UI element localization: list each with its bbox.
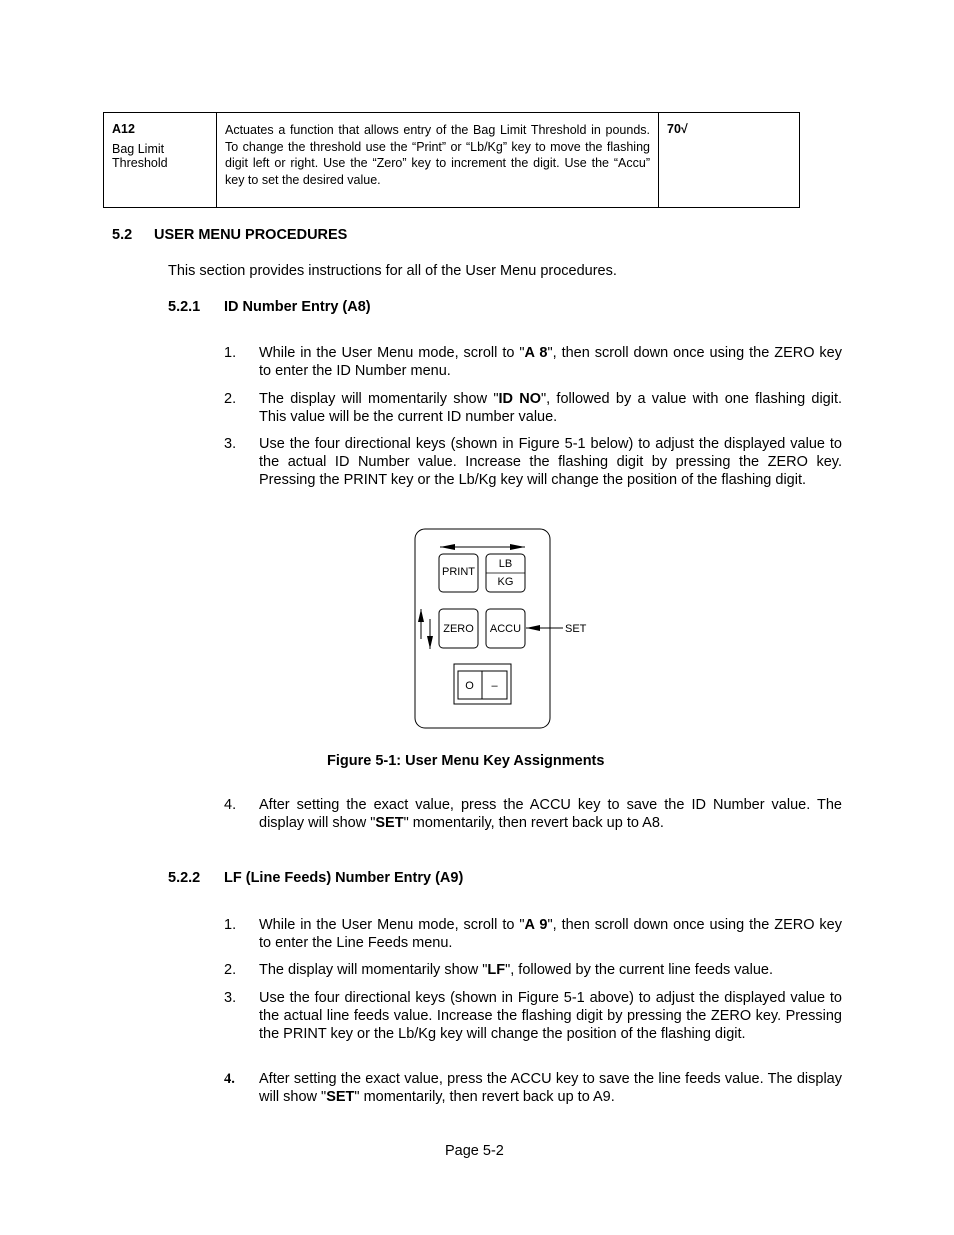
section-number: 5.2 [112,227,133,243]
subsection-number: 5.2.2 [168,870,201,886]
parameter-default-cell [659,113,800,208]
section-intro: This section provides instructions for all of the User Menu procedures. [168,263,617,279]
subsection-title: ID Number Entry (A8) [224,299,371,315]
power-off-icon: – [491,680,498,692]
section-title: USER MENU PROCEDURES [154,227,348,243]
list-item-text: While in the User Menu mode, scroll to "A 8", then scroll down once using the ZERO key to enter the ID Number menu. [259,345,842,379]
list-item-text: While in the User Menu mode, scroll to "A 9", then scroll down once using the ZERO key to enter the Line Feeds menu. [259,917,842,951]
parameter-table [103,112,800,208]
list-item-text: Use the four directional keys (shown in Figure 5-1 above) to adjust the displayed value to the actual line feeds value. Increase the flashing digit by pressing the ZERO key. Pressing the PRINT key or the Lb/Kg key will change the position of the flashing digit. [259,990,842,1042]
list-item-number: 2. [224,962,237,978]
accu-key-label: ACCU [489,623,522,635]
parameter-description: Actuates a function that allows entry of the Bag Limit Threshold in pounds. To change the threshold use the “Print” or “Lb/Kg” key to move the flashing digit left or right. Use the “Zero” key to increment the digit. Use the “Accu” key to set the desired value. [217,113,659,208]
parameter-name: Bag Limit Threshold [112,142,168,170]
list-item-text: Use the four directional keys (shown in Figure 5-1 below) to adjust the displayed value to the actual ID Number value. Increase the flashing digit by pressing the ZERO key. Pressing the PRINT key or the Lb/Kg key will change the position of the flashing digit. [259,436,842,488]
list-item-number: 2. [224,391,237,407]
list-item-text: After setting the exact value, press the ACCU key to save the ID Number value. The display will show "SET" momentarily, then revert back up to A8. [259,797,842,831]
table-row [104,113,800,208]
power-on-icon: O [465,680,474,692]
list-item-text: The display will momentarily show "ID NO", followed by a value with one flashing digit. This value will be the current ID number value. [259,391,843,425]
list-item-number: 3. [224,990,237,1006]
zero-key-label: ZERO [443,623,474,635]
list-item-number: 4. [224,1071,235,1087]
lb-key-label: LB [498,558,513,570]
list-item-number: 1. [224,917,237,933]
parameter-code: A12 [112,122,135,136]
key-assignment-figure [400,525,610,735]
parameter-default: 70√ [667,122,688,136]
subsection-title: LF (Line Feeds) Number Entry (A9) [224,870,464,886]
print-key-label: PRINT [442,566,475,578]
list-item-text: After setting the exact value, press the ACCU key to save the line feeds value. The display will show "SET" momentarily, then revert back up to A9. [259,1071,842,1105]
parameter-code-cell [104,113,217,208]
kg-key-label: KG [497,576,514,588]
list-item-number: 4. [224,797,237,813]
list-item-number: 1. [224,345,237,361]
set-label: SET [565,623,587,635]
figure-caption: Figure 5-1: User Menu Key Assignments [327,753,605,769]
list-item-number: 3. [224,436,237,452]
subsection-number: 5.2.1 [168,299,201,315]
list-item-text: The display will momentarily show "LF", followed by the current line feeds value. [259,962,774,978]
page-number: Page 5-2 [445,1143,504,1159]
